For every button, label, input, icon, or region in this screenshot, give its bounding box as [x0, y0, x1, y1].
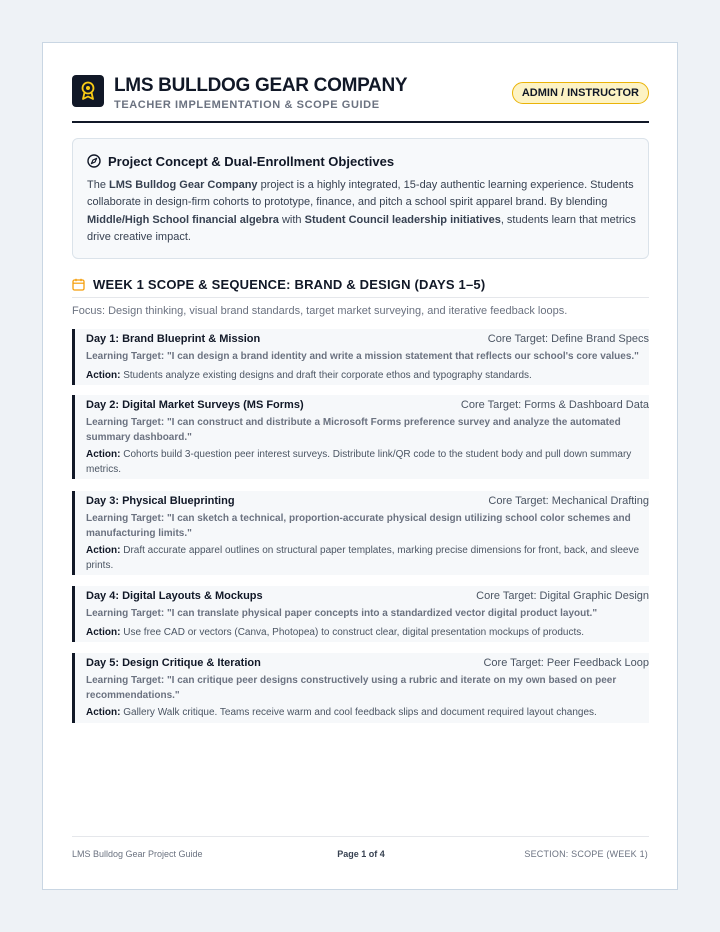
footer-guide-name: LMS Bulldog Gear Project Guide — [72, 849, 203, 859]
week-focus: Focus: Design thinking, visual brand standards, target market surveying, and iterative feedback loops. — [72, 305, 568, 317]
day-title: Day 1: Brand Blueprint & Mission — [86, 333, 261, 345]
day-learning-target: Learning Target: "I can design a brand identity and write a mission statement that reflects our school's core values." — [86, 351, 639, 362]
day-title: Day 5: Design Critique & Iteration — [86, 657, 261, 669]
company-title: LMS BULLDOG GEAR COMPANY — [114, 75, 408, 96]
project-concept-box — [72, 138, 649, 259]
day-title: Day 2: Digital Market Surveys (MS Forms) — [86, 399, 304, 411]
day-title: Day 4: Digital Layouts & Mockups — [86, 590, 263, 602]
day-core-target: Core Target: Define Brand Specs — [487, 333, 649, 345]
week-heading: WEEK 1 SCOPE & SEQUENCE: BRAND & DESIGN (DAYS 1–5) — [93, 277, 486, 292]
day-action: Action: Cohorts build 3-question peer interest surveys. Distribute link/QR code to the student body and pull down summary metrics. — [86, 449, 632, 475]
footer-divider — [72, 836, 649, 837]
concept-title: Project Concept & Dual-Enrollment Objectives — [108, 154, 395, 169]
footer-section: SECTION: SCOPE (WEEK 1) — [524, 849, 648, 859]
day-action: Action: Use free CAD or vectors (Canva, Photopea) to construct clear, digital presentation mockups of products. — [86, 627, 585, 638]
day-core-target: Core Target: Mechanical Drafting — [488, 495, 649, 507]
calendar-icon — [72, 278, 85, 291]
day-learning-target: Learning Target: "I can construct and distribute a Microsoft Forms preference survey and analyze the automated summary dashboard." — [86, 417, 621, 443]
concept-description: The LMS Bulldog Gear Company project is a highly integrated, 15-day authentic learning experience. Students collaborate in design-firm cohorts to prototype, finance, and pitch a school spirit apparel brand. By blending Middle/High School financial algebra with Student Council leadership initiatives, students learn that metrics drive creative impact. — [87, 179, 636, 243]
day-action: Action: Draft accurate apparel outlines on structural paper templates, marking precise dimensions for front, back, and sleeve prints. — [86, 545, 640, 571]
compass-icon — [87, 154, 101, 168]
day-action: Action: Students analyze existing designs and draft their corporate ethos and typography standards. — [86, 370, 532, 381]
day-action: Action: Gallery Walk critique. Teams receive warm and cool feedback slips and document required layout changes. — [86, 707, 597, 718]
day-core-target: Core Target: Peer Feedback Loop — [483, 657, 649, 669]
award-ribbon-icon — [72, 75, 104, 107]
day-card-5 — [72, 653, 649, 723]
day-card-1 — [72, 329, 649, 385]
day-learning-target: Learning Target: "I can translate physical paper concepts into a standardized vector digital product layout." — [86, 608, 598, 619]
document-page — [42, 42, 678, 890]
week-divider — [72, 297, 649, 298]
day-core-target: Core Target: Forms & Dashboard Data — [460, 399, 649, 411]
role-badge: ADMIN / INSTRUCTOR — [512, 82, 649, 104]
guide-subtitle: TEACHER IMPLEMENTATION & SCOPE GUIDE — [114, 99, 380, 111]
header-divider — [72, 121, 649, 123]
day-title: Day 3: Physical Blueprinting — [86, 495, 235, 507]
day-learning-target: Learning Target: "I can sketch a technical, proportion-accurate physical design utilizing school color schemes and manufacturing limits." — [86, 513, 631, 539]
document-header — [72, 74, 649, 124]
day-learning-target: Learning Target: "I can critique peer designs constructively using a rubric and iterate on my own based on peer recommendations." — [86, 675, 617, 701]
day-card-4 — [72, 586, 649, 642]
day-card-2 — [72, 395, 649, 479]
page-number: Page 1 of 4 — [337, 849, 385, 859]
day-card-3 — [72, 491, 649, 575]
day-core-target: Core Target: Digital Graphic Design — [476, 590, 649, 602]
